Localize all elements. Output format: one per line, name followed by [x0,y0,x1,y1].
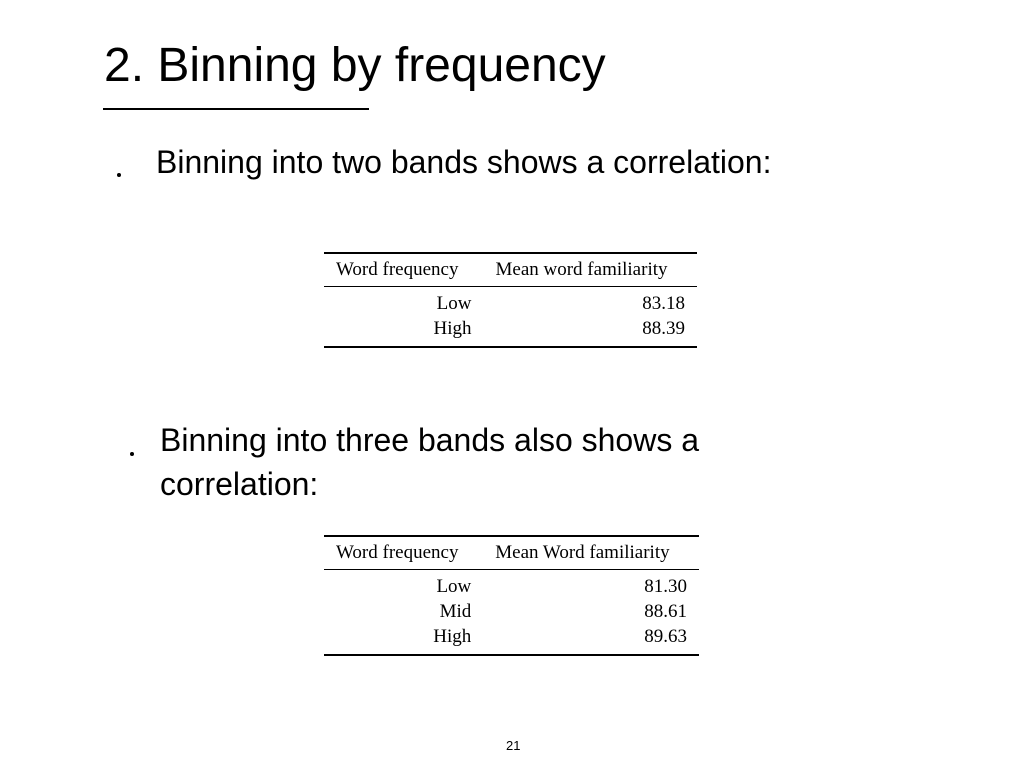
frequency-cell: Mid [439,601,472,622]
table-row [324,570,699,600]
slide-title: 2. Binning by frequency [104,39,606,92]
table-row [324,599,699,624]
familiarity-cell: 88.39 [484,316,698,347]
bullet-two-bands: Binning into two bands shows a correlation: [156,144,772,180]
frequency-cell: High [324,624,483,655]
page-number: 21 [506,738,521,753]
column-header-familiarity: Mean Word familiarity [483,536,699,570]
bullet-marker [130,452,134,456]
table-row [324,624,699,655]
familiarity-cell: 89.63 [483,624,699,655]
column-header-frequency: Word frequency [324,253,484,287]
table-header-row [324,253,697,287]
familiarity-cell: 81.30 [644,576,687,597]
familiarity-cell: 88.61 [644,601,687,622]
frequency-cell: High [324,316,484,347]
bullet-marker [117,173,121,177]
frequency-cell: Low [436,576,472,597]
column-header-frequency: Word frequency [324,536,483,570]
frequency-cell: Low [436,293,472,314]
familiarity-cell: 83.18 [642,293,685,314]
table-row [324,316,697,347]
three-band-table [324,535,699,656]
table-row [324,287,697,317]
column-header-familiarity: Mean word familiarity [484,253,698,287]
bullet-three-bands: Binning into three bands also shows a correlation: [160,422,700,502]
title-underline [103,108,369,110]
table-header-row [324,536,699,570]
two-band-table [324,252,697,348]
